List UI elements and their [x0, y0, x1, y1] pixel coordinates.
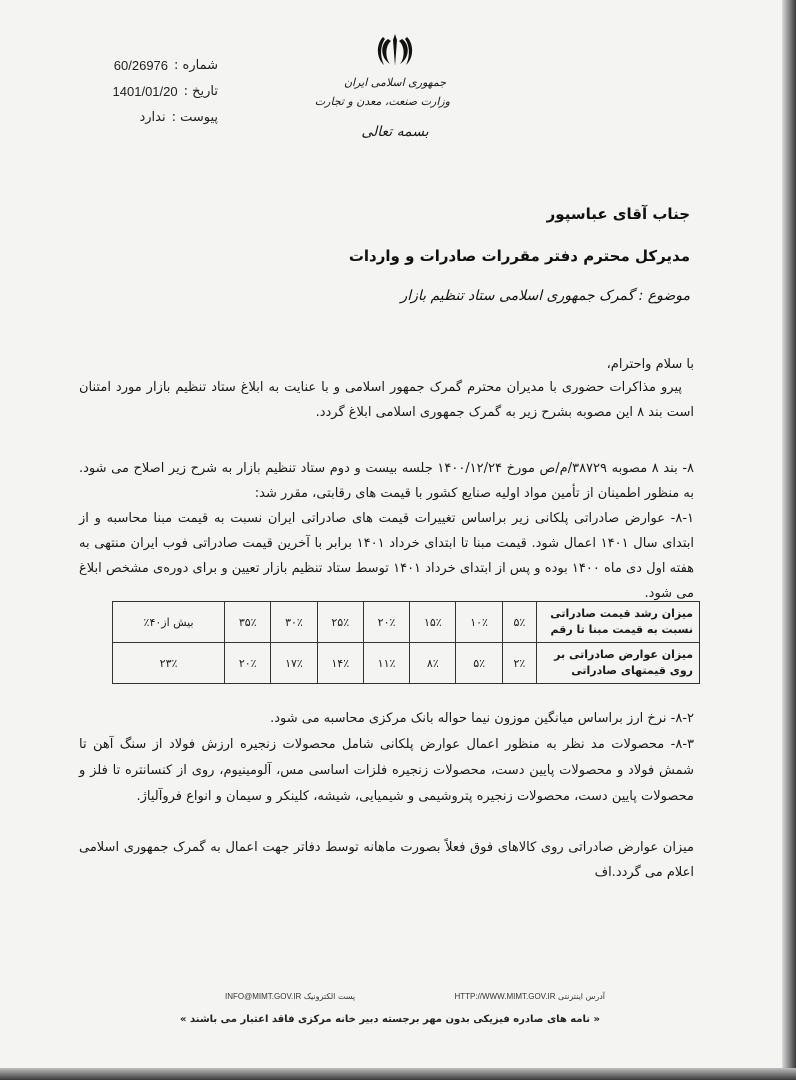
- table-cell: ۲۰٪: [363, 602, 409, 643]
- footer-contact: [225, 992, 605, 1001]
- footer-email: پست الکترونیک INFO@MIMT.GOV.IR: [225, 992, 356, 1001]
- table-cell: ۱۱٪: [363, 643, 409, 684]
- resolution-items-continued: [79, 706, 694, 810]
- table-cell: ۲۳٪: [113, 643, 225, 684]
- table-row-header: میزان رشد قیمت صادراتی نسبت به قیمت مبنا تا رقم: [537, 602, 700, 643]
- letter-date: تاریخ : 1401/01/20: [112, 84, 218, 99]
- table-row: [113, 602, 700, 643]
- table-row: [113, 643, 700, 684]
- table-cell: ۱۰٪: [456, 602, 502, 643]
- table-cell: ۸٪: [410, 643, 456, 684]
- recipient-title: مدیرکل محترم دفتر مقررات صادرات و واردات: [348, 247, 690, 265]
- table-cell: ۱۵٪: [410, 602, 456, 643]
- intro-paragraph: پیرو مذاکرات حضوری با مدیران محترم گمرک جمهور اسلامی و با عنایت به ابلاغ ستاد تنظیم بازار مورد امتنان است بند ۸ این مصوبه بشرح زیر به گمرک جمهوری اسلامی ابلاغ گردد.: [79, 380, 694, 420]
- table-row-header: میزان عوارض صادراتی بر روی قیمتهای صادراتی: [537, 643, 700, 684]
- table-cell: ۳۰٪: [271, 602, 317, 643]
- table-cell: بیش از۴۰٪: [113, 602, 225, 643]
- page-bottom-shadow: [0, 1068, 796, 1080]
- table-cell: ۵٪: [456, 643, 502, 684]
- footer-website: آدرس اینترنتی HTTP://WWW.MIMT.GOV.IR: [454, 992, 605, 1001]
- export-duty-table: [112, 601, 700, 684]
- footer-validity-note: « نامه های صادره فیزیکی بدون مهر برجسته دبیر خانه مرکزی فاقد اعتبار می باشند »: [180, 1014, 600, 1025]
- letter-meta: [78, 58, 218, 136]
- resolution-item-1: ۸-۱- عوارض صادراتی پلکانی زیر براساس تغییرات قیمت های صادراتی ایران نسبت به قیمت مبنا محاسبه و از ابتدای سال ۱۴۰۱ اعمال شود. قیمت مبنا تا ابتدای خرداد ۱۴۰۱ برابر با آخرین قیمت صادراتی فوب ایران منتهی به هفته اول دی ماه ۱۴۰۰ بوده و پس از ابتدای خرداد ۱۴۰۱ توسط ستاد تنظیم بازار تعیین و برای دوره‌ی مشخص ابلاغ می شود.: [79, 511, 695, 601]
- resolution-section: [79, 456, 694, 606]
- table-cell: ۵٪: [502, 602, 536, 643]
- letter-subject: موضوع : گمرک جمهوری اسلامی ستاد تنظیم بازار: [400, 288, 690, 304]
- table-cell: ۱۴٪: [317, 643, 363, 684]
- table-cell: ۲۰٪: [225, 643, 271, 684]
- resolution-item-3: ۸-۳- محصولات مد نظر به منظور اعمال عوارض پلکانی شامل محصولات زنجیره ارزش فولاد از سنگ آهن تا شمش فولاد و محصولات پایین دست، محصولات زنجیره فلزات اساسی مس، آلومینیوم، روی از کنسانتره تا فلز و محصولات پایین دست، محصولات زنجیره پتروشیمی و شیمیایی، شیشه، کلینکر و سیمان و انواع فروآلیاژ.: [79, 737, 694, 804]
- table-cell: ۱۷٪: [271, 643, 317, 684]
- page-edge-shadow: [782, 0, 796, 1080]
- resolution-item-2: ۸-۲- نرخ ارز براساس میانگین موزون نیما حواله بانک مرکزی محاسبه می شود.: [270, 711, 694, 726]
- greeting: با سلام واحترام،: [606, 357, 694, 372]
- letter-number: شماره : 60/26976: [113, 58, 218, 73]
- letter-attachment: پیوست : ندارد: [139, 110, 218, 125]
- iran-emblem-icon: [375, 30, 415, 70]
- table-cell: ۲٪: [502, 643, 536, 684]
- table-cell: ۲۵٪: [317, 602, 363, 643]
- recipient-name: جناب آقای عباسپور: [546, 205, 690, 223]
- ministry-letterhead: [314, 30, 450, 140]
- table-cell: ۳۵٪: [225, 602, 271, 643]
- letterhead-line-2: وزارت صنعت، معدن و تجارت: [314, 95, 450, 108]
- letterhead-line-3: بسمه تعالی: [361, 124, 429, 140]
- resolution-paragraph: ۸- بند ۸ مصوبه ۳۸۷۲۹/م/ص مورخ ۱۴۰۰/۱۲/۲۴ جلسه بیست و دوم ستاد تنظیم بازار به شرح زیر اصلاح می شود. به منظور اطمینان از تأمین مواد اولیه صنایع کشور با قیمت های رقابتی، مقرر شد:: [79, 461, 694, 501]
- closing-paragraph: میزان عوارض صادراتی روی کالاهای فوق فعلاً بصورت ماهانه توسط دفاتر جهت اعمال به گمرک جمهوری اسلامی اعلام می گردد.اف: [79, 840, 694, 880]
- letterhead-line-1: جمهوری اسلامی ایران: [343, 76, 447, 89]
